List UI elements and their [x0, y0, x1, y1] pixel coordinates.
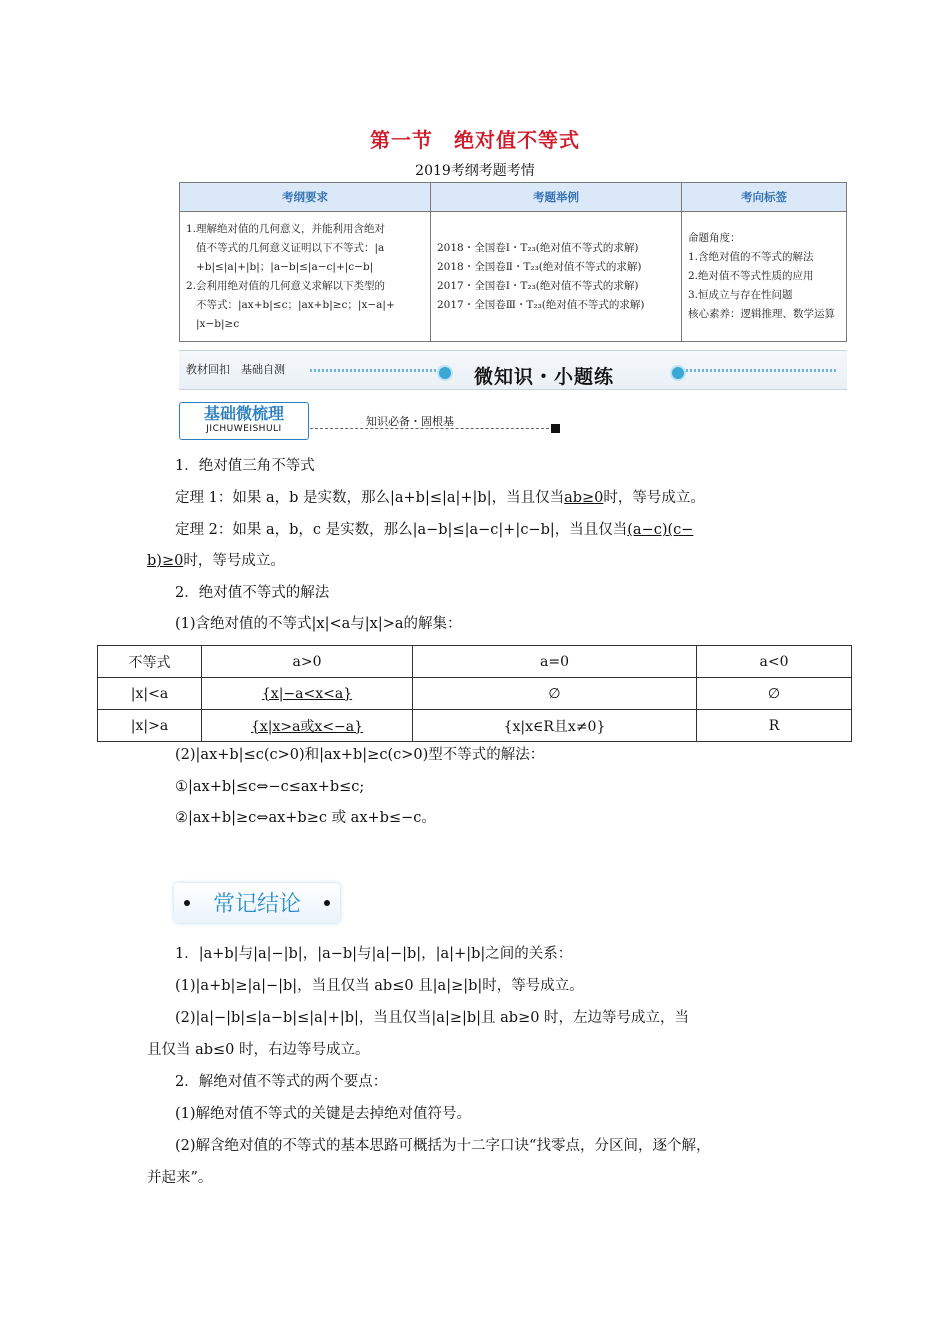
banner-dot-icon — [437, 365, 453, 381]
rule-2: ②|ax+b|≥c⇔ax+b≥c 或 ax+b≤−c。 — [175, 810, 436, 826]
tags-cell: 命题角度： 1.含绝对值的不等式的解法 2.绝对值不等式性质的应用 3.恒成立与存在性问题 核心素养：逻辑推理、数学运算 — [682, 212, 847, 342]
page-title: 第一节 绝对值不等式 — [370, 128, 580, 152]
banner-title: 微知识・小题练 — [474, 366, 615, 388]
syllabus-table — [179, 182, 847, 342]
conclusion-1-1: (1)|a+b|≥|a|−|b|，当且仅当 ab≤0 且|a|≥|b|时，等号成立。 — [175, 978, 584, 994]
conclusion-1-2-cont: 且仅当 ab≤0 时，右边等号成立。 — [147, 1042, 370, 1058]
conclusion-2-2-cont: 并起来”。 — [147, 1170, 213, 1186]
theorem-2-cont: b)≥0时，等号成立。 — [147, 553, 285, 569]
table-row: |x|<a {x|−a<x<a} ∅ ∅ — [98, 678, 852, 710]
col-header-requirements: 考纲要求 — [180, 183, 431, 212]
banner-dot-icon — [670, 365, 686, 381]
conclusion-2: 2．解绝对值不等式的两个要点： — [175, 1074, 388, 1090]
section-subtitle: 知识必备・固根基 — [366, 415, 454, 428]
requirements-cell: 1.理解绝对值的几何意义，并能利用含绝对 值不等式的几何意义证明以下不等式：|a +b|≤|a|+|b|；|a−b|≤|a−c|+|c−b| 2.会利用绝对值的几何意义求解以下类型的 不等式：|ax+b|≤c；|ax+b|≥c；|x−a|+ |x−b|≥c — [180, 212, 431, 342]
bullet-icon — [324, 900, 330, 906]
solution-set-intro: (1)含绝对值的不等式|x|<a与|x|>a的解集： — [175, 616, 462, 632]
conclusion-1: 1．|a+b|与|a|−|b|，|a−b|与|a|−|b|，|a|+|b|之间的关系： — [175, 946, 573, 962]
theorem-2: 定理 2：如果 a，b，c 是实数，那么|a−b|≤|a−c|+|c−b|，当且仅当(a−c)(c− — [175, 522, 694, 538]
conclusion-2-1: (1)解绝对值不等式的关键是去掉绝对值符号。 — [175, 1106, 472, 1122]
type-inequalities-intro: (2)|ax+b|≤c(c>0)和|ax+b|≥c(c>0)型不等式的解法： — [175, 747, 545, 763]
conclusion-2-2: (2)解含绝对值的不等式的基本思路可概括为十二字口诀“找零点，分区间，逐个解， — [175, 1138, 711, 1154]
examples-cell: 2018・全国卷Ⅰ・T₂₃(绝对值不等式的求解) 2018・全国卷Ⅱ・T₂₃(绝对值不等式的求解) 2017・全国卷Ⅰ・T₂₃(绝对值不等式的求解) 2017・全国卷Ⅲ・T₂₃(绝对值不等式的求解) — [431, 212, 682, 342]
col-header-examples: 考题举例 — [431, 183, 682, 212]
page-subtitle: 2019考纲考题考情 — [415, 163, 535, 179]
conclusion-1-2: (2)|a|−|b|≤|a−b|≤|a|+|b|，当且仅当|a|≥|b|且 ab≥0 时，左边等号成立，当 — [175, 1010, 690, 1026]
section-label-conclusions: 常记结论 — [174, 883, 340, 923]
table-row: |x|>a {x|x>a或x<−a} {x|x∈R且x≠0} R — [98, 710, 852, 742]
heading-solving: 2．绝对值不等式的解法 — [175, 585, 330, 601]
banner-dots-left — [310, 369, 440, 372]
banner-dots-right — [686, 369, 836, 372]
table-row: 不等式 a>0 a=0 a<0 — [98, 646, 852, 678]
banner-left-label: 教材回扣 基础自测 — [186, 363, 285, 376]
rule-1: ①|ax+b|≤c⇔−c≤ax+b≤c; — [175, 779, 365, 795]
heading-triangle-inequality: 1．绝对值三角不等式 — [175, 458, 315, 474]
solution-set-table — [97, 645, 852, 742]
theorem-1: 定理 1：如果 a，b 是实数，那么|a+b|≤|a|+|b|，当且仅当ab≥0时，等号成立。 — [175, 490, 705, 506]
square-marker-icon — [551, 424, 560, 433]
col-header-tags: 考向标签 — [682, 183, 847, 212]
section-label-basics: 基础微梳理 JICHUWEISHULI — [179, 402, 309, 440]
